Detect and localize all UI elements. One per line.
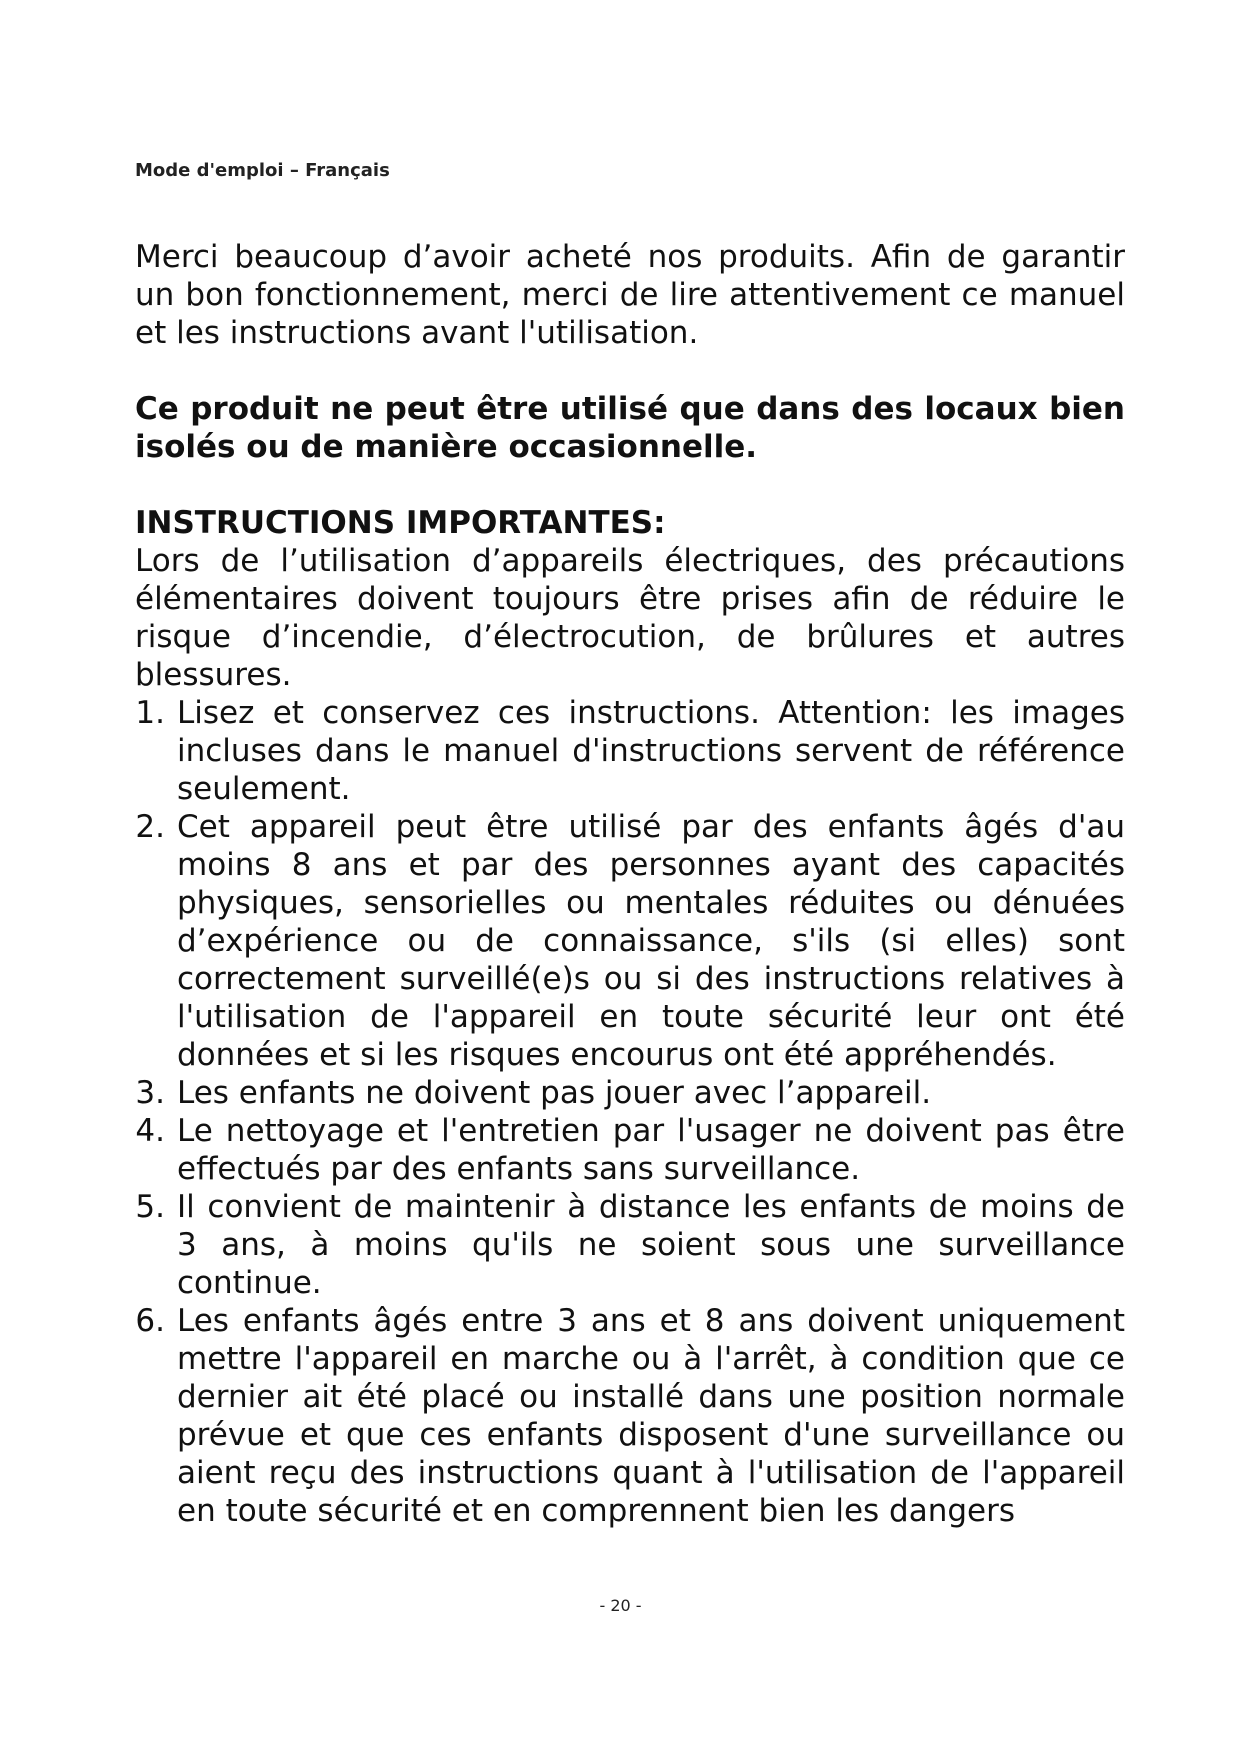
instructions-title: INSTRUCTIONS IMPORTANTES: [135, 505, 666, 541]
list-item-number: 3. [135, 1075, 165, 1111]
list-item-text: Les enfants âgés entre 3 ans et 8 ans doivent uniquement mettre l'appareil en marche ou à l'arrêt, à condition que ce dernier ait été placé ou installé dans une position normale prévue et que ces enfants disposent d'une surveillance ou aient reçu des instructions quant à l'utilisation de l'appareil en toute sécurité et en comprennent bien les dangers [177, 1303, 1125, 1529]
intro-paragraph: Merci beaucoup d’avoir acheté nos produits. Afin de garantir un bon fonctionnement, merci de lire attentivement ce manuel et les instructions avant l'utilisation. [135, 239, 1125, 351]
list-item [135, 1074, 1125, 1112]
list-item-text: Le nettoyage et l'entretien par l'usager ne doivent pas être effectués par des enfants sans surveillance. [177, 1113, 1125, 1187]
page-header: Mode d'emploi – Français [135, 160, 390, 181]
list-item-text: Lisez et conservez ces instructions. Attention: les images incluses dans le manuel d'instructions servent de référence seulement. [177, 695, 1125, 807]
list-item-text: Les enfants ne doivent pas jouer avec l’appareil. [177, 1075, 932, 1111]
list-item-number: 6. [135, 1303, 165, 1339]
list-item-number: 2. [135, 809, 165, 845]
list-item [135, 1188, 1125, 1302]
list-item [135, 1112, 1125, 1188]
list-item [135, 1302, 1125, 1530]
instructions-lead: Lors de l’utilisation d’appareils électriques, des précautions élémentaires doivent toujours être prises afin de réduire le risque d’incendie, d’électrocution, de brûlures et autres blessures. [135, 543, 1125, 693]
list-item-number: 4. [135, 1113, 165, 1149]
instructions-list [135, 694, 1125, 1530]
list-item [135, 808, 1125, 1074]
page-number: - 20 - [599, 1596, 642, 1615]
warning-paragraph: Ce produit ne peut être utilisé que dans des locaux bien isolés ou de manière occasionnelle. [135, 391, 1125, 465]
list-item [135, 694, 1125, 808]
list-item-text: Il convient de maintenir à distance les enfants de moins de 3 ans, à moins qu'ils ne soient sous une surveillance continue. [177, 1189, 1125, 1301]
list-item-number: 1. [135, 695, 165, 731]
list-item-number: 5. [135, 1189, 165, 1225]
page-content [135, 238, 1125, 1530]
list-item-text: Cet appareil peut être utilisé par des enfants âgés d'au moins 8 ans et par des personnes ayant des capacités physiques, sensorielles ou mentales réduites ou dénuées d’expérience ou de connaissance, s'ils (si elles) sont correctement surveillé(e)s ou si des instructions relatives à l'utilisation de l'appareil en toute sécurité leur ont été données et si les risques encourus ont été appréhendés. [177, 809, 1125, 1073]
